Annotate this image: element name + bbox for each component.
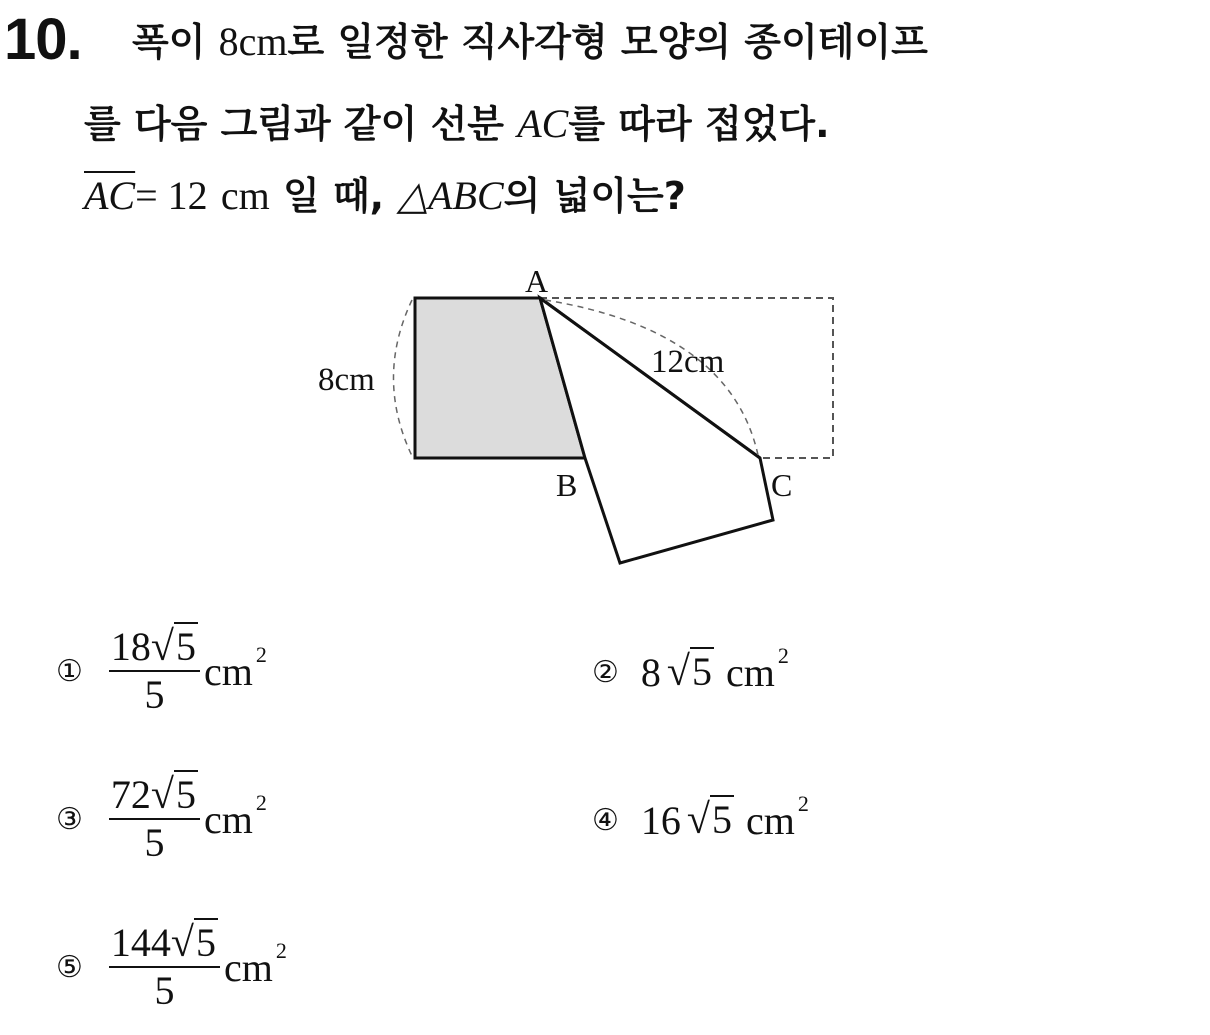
choice-3-exponent: 2 xyxy=(255,790,267,816)
choice-3-fraction xyxy=(109,772,200,866)
choice-3[interactable] xyxy=(56,772,267,866)
choice-1-number: ① xyxy=(56,653,83,689)
choice-1-coef: 18 xyxy=(110,624,151,669)
choice-2-exponent: 2 xyxy=(777,643,789,669)
label-width: 8cm xyxy=(318,362,375,398)
choice-1-fraction xyxy=(109,624,200,718)
choice-5-coef: 144 xyxy=(110,920,171,965)
q1-post: 로 일정한 직사각형 모양의 종이테이프 xyxy=(287,20,928,64)
choice-5-radicand: 5 xyxy=(195,920,216,965)
choice-1[interactable] xyxy=(56,624,267,718)
choice-1-denominator: 5 xyxy=(144,672,165,717)
choice-5-number: ⑤ xyxy=(56,949,83,985)
choice-3-radicand: 5 xyxy=(175,772,196,817)
width-arc xyxy=(394,300,413,456)
choice-5-unit xyxy=(223,938,287,991)
choice-5[interactable] xyxy=(56,920,287,1014)
label-a: A xyxy=(525,263,549,299)
choice-3-number: ③ xyxy=(56,801,83,837)
sqrt-symbol: √5 xyxy=(150,772,196,818)
choice-2-number: ② xyxy=(592,654,619,690)
choice-2[interactable] xyxy=(592,643,789,696)
choice-3-unit xyxy=(203,790,267,843)
sqrt-symbol: √5 xyxy=(666,649,712,695)
sqrt-symbol: √5 xyxy=(170,920,216,966)
q2-post: 를 따라 접었다. xyxy=(568,102,830,146)
q3-post: 의 넓이는? xyxy=(503,174,686,218)
q3-segment: $\overline{AC}$ xyxy=(84,173,136,218)
choice-1-unit-text: cm xyxy=(203,648,253,694)
choice-5-fraction xyxy=(109,920,220,1014)
choice-1-unit xyxy=(203,642,267,695)
choice-3-denominator: 5 xyxy=(144,820,165,865)
label-b: B xyxy=(556,467,578,503)
q1-pre: 폭이 xyxy=(132,20,206,64)
choice-1-exponent: 2 xyxy=(255,642,267,668)
q3-unit: cm xyxy=(220,173,270,218)
choice-3-coef: 72 xyxy=(110,772,151,817)
choice-4[interactable] xyxy=(592,791,809,844)
choice-1-radicand: 5 xyxy=(175,624,196,669)
choice-4-coef: 16 xyxy=(640,797,681,843)
q1-width: 8 xyxy=(218,19,239,64)
question-number: 10. xyxy=(4,7,82,72)
q3-mid: 일 때, xyxy=(283,174,385,218)
choice-5-exponent: 2 xyxy=(275,938,287,964)
choice-2-coef: 8 xyxy=(640,649,661,695)
q3-equals: = 12 xyxy=(135,173,208,218)
label-c: C xyxy=(771,467,793,503)
choice-5-denominator: 5 xyxy=(154,968,175,1013)
choice-4-radicand: 5 xyxy=(711,797,732,842)
sqrt-symbol: √5 xyxy=(150,624,196,670)
choice-4-exponent: 2 xyxy=(797,791,809,817)
choice-3-unit-text: cm xyxy=(203,796,253,842)
q2-pre: 를 다음 그림과 같이 선분 xyxy=(84,102,504,146)
q2-segment: AC xyxy=(517,101,569,146)
choice-4-unit xyxy=(745,791,809,844)
sqrt-symbol: √5 xyxy=(686,797,732,843)
q1-unit: cm xyxy=(238,19,288,64)
q3-triangle: △ABC xyxy=(397,173,504,218)
choice-2-radicand: 5 xyxy=(691,649,712,694)
choice-2-unit xyxy=(725,643,789,696)
label-ac-length: 12cm xyxy=(651,344,725,380)
choice-5-unit-text: cm xyxy=(223,944,273,990)
choice-4-unit-text: cm xyxy=(745,797,795,843)
choice-4-number: ④ xyxy=(592,802,619,838)
choice-2-unit-text: cm xyxy=(725,649,775,695)
